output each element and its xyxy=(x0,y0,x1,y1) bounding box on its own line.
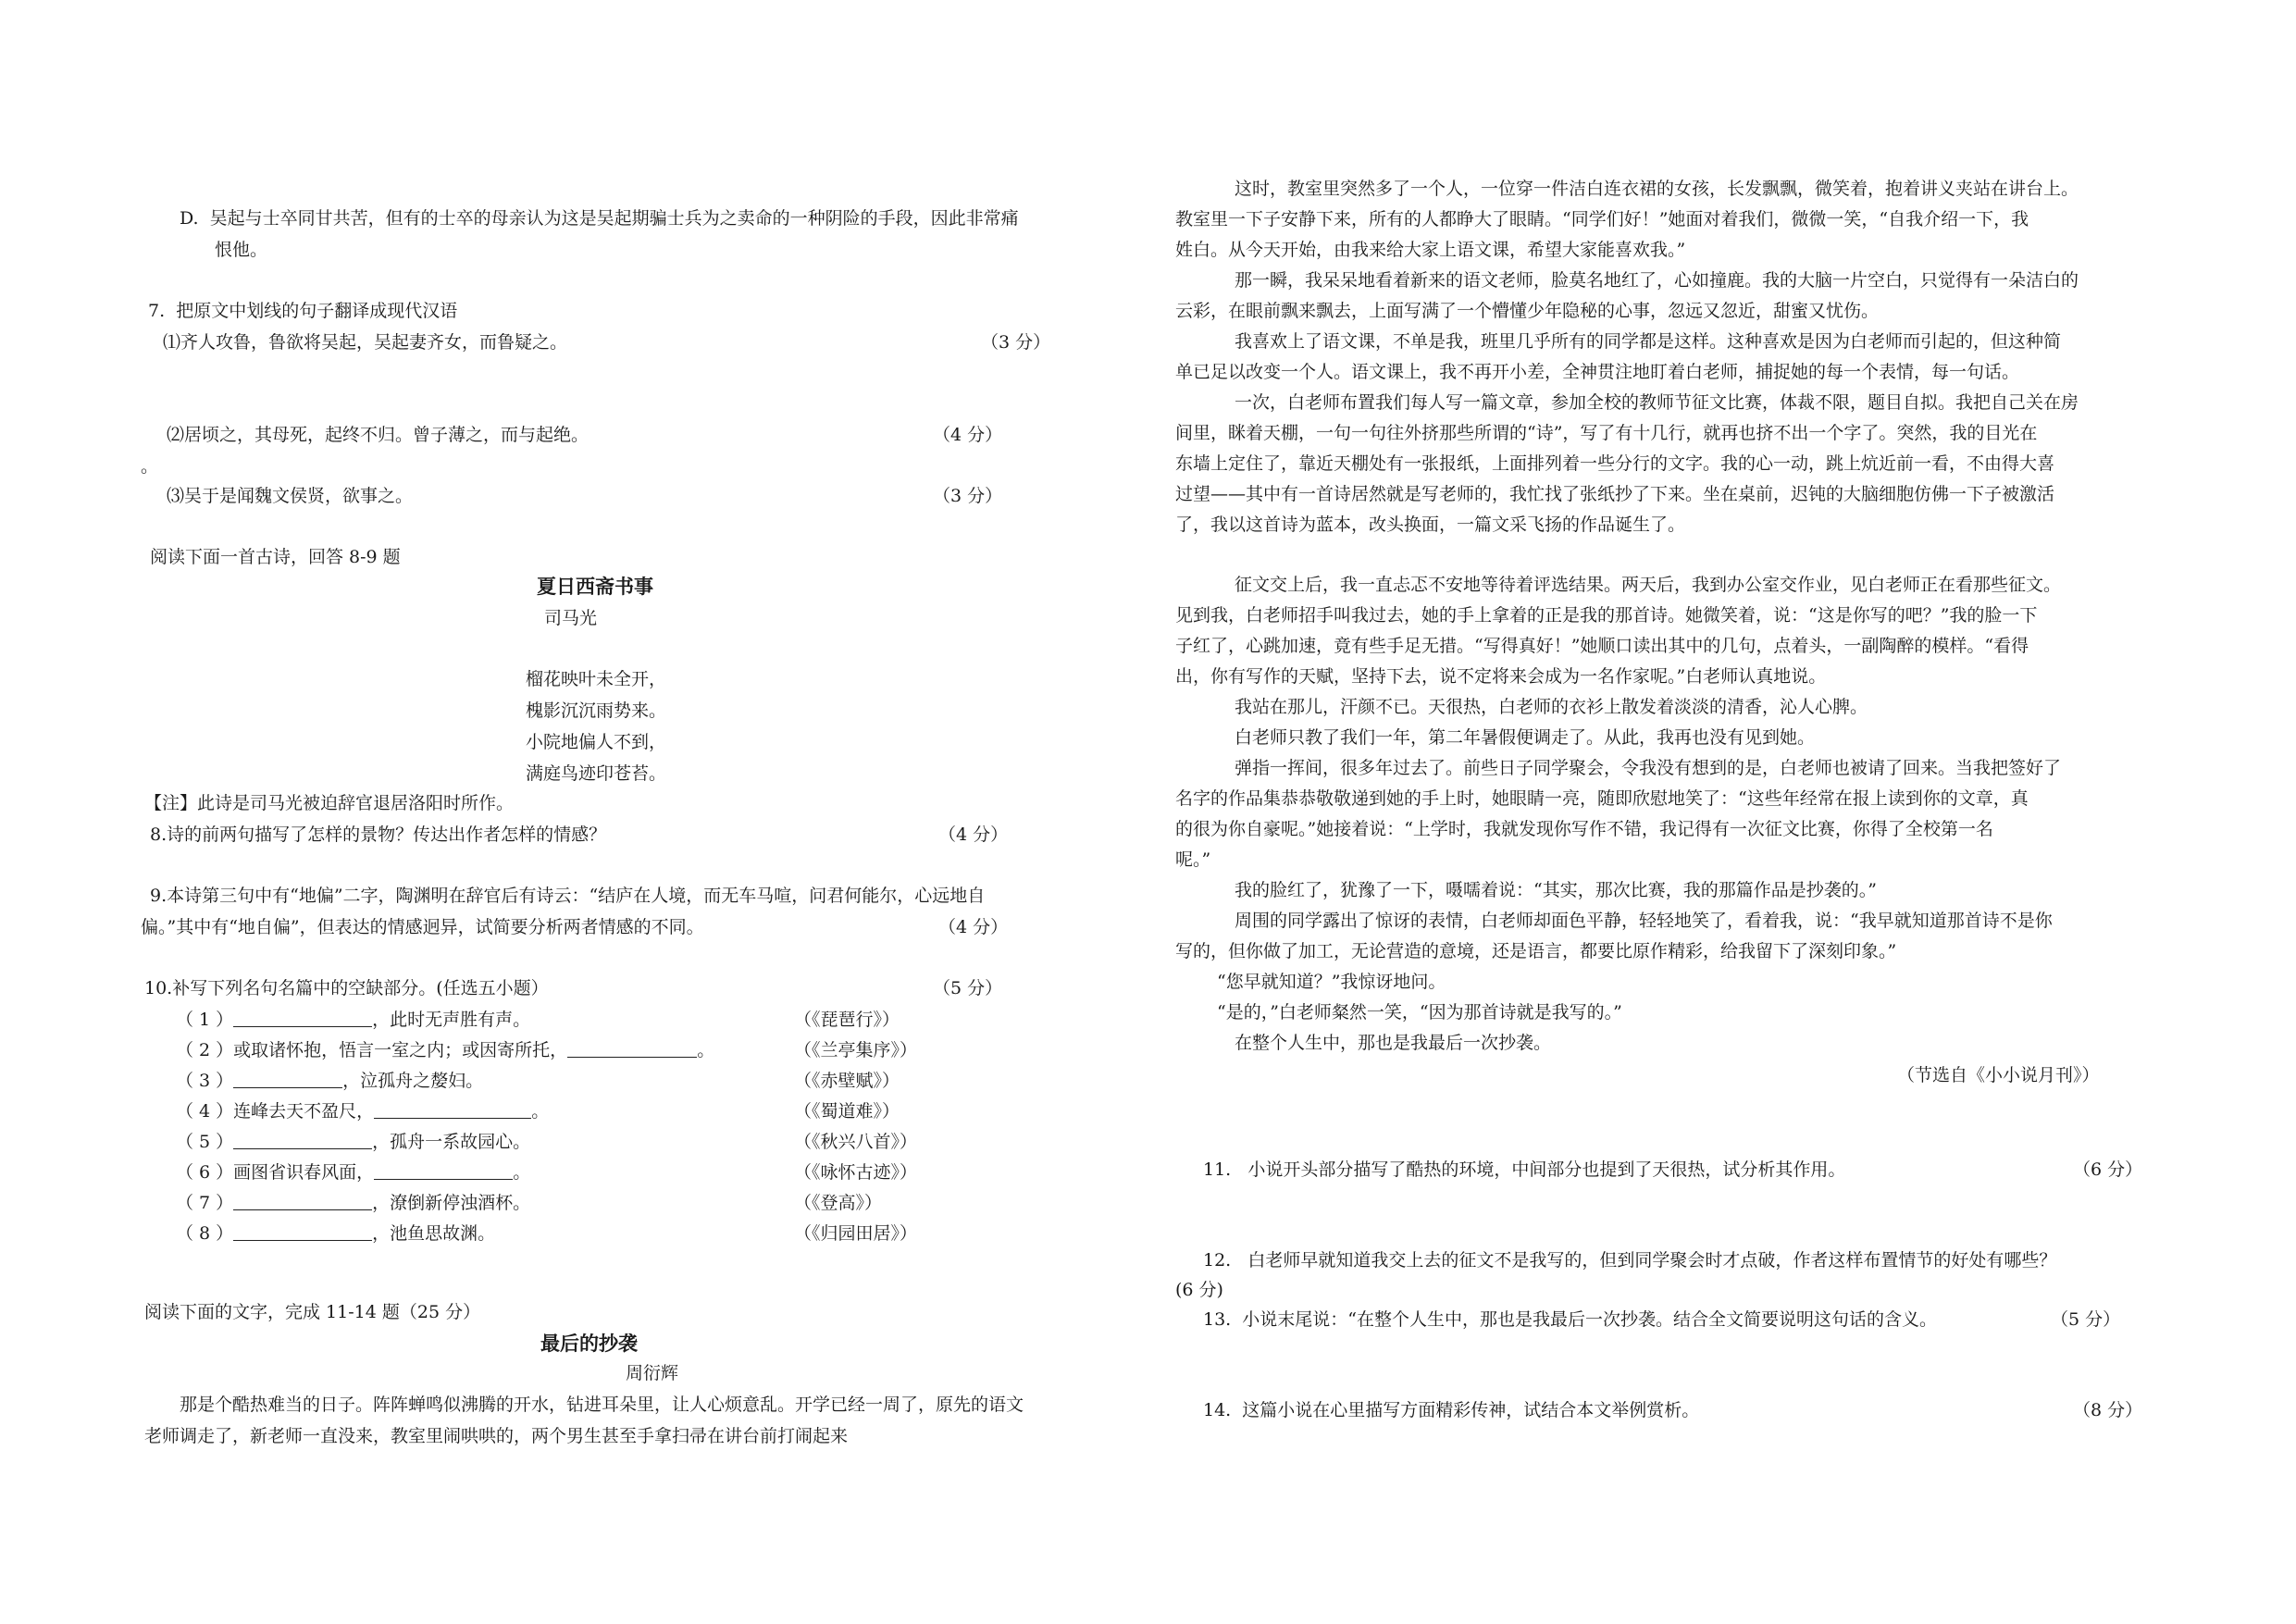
story-body-line: 周围的同学露出了惊讶的表情，白老师却面色平静，轻轻地笑了，看着我，说：“我早就知道那首诗不是你 xyxy=(1199,911,2053,931)
q10-item-number: （ 5 ） xyxy=(176,1132,234,1152)
q8-score: （4 分） xyxy=(938,824,1009,845)
q12-line1: 12. 白老师早就知道我交上去的征文不是我写的，但到同学聚会时才点破，作者这样布置情节的好处有哪些？ xyxy=(1203,1250,2057,1271)
q10-item-number: （ 1 ） xyxy=(176,1010,234,1030)
q10-item-source: （《蜀道难》） xyxy=(794,1101,900,1122)
q10-item xyxy=(176,1127,530,1158)
q10-item-text-after: ，孤舟一系故园心。 xyxy=(372,1132,531,1152)
q10-item-source: （《咏怀古迹》） xyxy=(794,1162,918,1183)
story-body-line: 我的脸红了，犹豫了一下，嗫嚅着说：“其实，那次比赛，我的那篇作品是抄袭的。” xyxy=(1199,880,1877,900)
story-body-line: 东墙上定住了，靠近天棚处有一张报纸，上面排列着一些分行的文字。我的心一动，跳上炕近前一看，不由得大喜 xyxy=(1175,453,2055,474)
story-body-line: 征文交上后，我一直忐忑不安地等待着评选结果。两天后，我到办公室交作业，见白老师正在看那些征文。 xyxy=(1199,575,2062,595)
q10-item-text-after: ，泣孤舟之嫠妇。 xyxy=(342,1071,484,1091)
q10-item-text-after: ，池鱼思故渊。 xyxy=(372,1223,496,1244)
story-body-line: 名字的作品集恭恭敬敬递到她的手上时，她眼睛一亮，随即欣慰地笑了：“这些年经常在报上读到你的文章，真 xyxy=(1175,788,2029,809)
q10-item-source: （《归园田居》） xyxy=(794,1223,918,1244)
q10-answer-blank[interactable] xyxy=(233,1067,342,1088)
q10-answer-blank[interactable] xyxy=(233,1220,372,1241)
q10-item-source: （《赤壁赋》） xyxy=(794,1071,900,1091)
story-body-line: 间里，眯着天棚，一句一句往外挤那些所谓的“诗”，写了有十几行，就再也挤不出一个字了。突然，我的目光在 xyxy=(1175,423,2038,443)
story-title: 最后的抄袭 xyxy=(540,1333,638,1355)
q8: 8.诗的前两句描写了怎样的景物？传达出作者怎样的情感？ xyxy=(150,824,607,845)
q10-answer-blank[interactable] xyxy=(374,1097,531,1119)
q7-item-2-score: （4 分） xyxy=(933,425,1003,445)
q10-item-text-before: 连峰去天不盈尺， xyxy=(233,1101,375,1122)
q10-item-text-before: 或取诸怀抱，悟言一室之内；或因寄所托， xyxy=(233,1040,568,1060)
q10-item-text-after: 。 xyxy=(531,1101,550,1122)
q12-line2: (6 分) xyxy=(1175,1280,1223,1300)
q10-item xyxy=(176,1219,495,1249)
story-line-2: 老师调走了，新老师一直没来，教室里闹哄哄的，两个男生甚至手拿扫帚在讲台前打闹起来 xyxy=(144,1426,849,1446)
story-body-line: 弹指一挥间，很多年过去了。前些日子同学聚会，令我没有想到的是，白老师也被请了回来。当我把签好了 xyxy=(1199,758,2062,778)
q7-stem: 7. 把原文中划线的句子翻译成现代汉语 xyxy=(148,301,458,321)
q10-item-number: （ 7 ） xyxy=(176,1193,234,1213)
q10-item-text-after: 。 xyxy=(513,1162,531,1183)
q10-item-text-after: ，此时无声胜有声。 xyxy=(372,1010,531,1030)
story-body-line: 了，我以这首诗为蓝本，改头换面，一篇文采飞扬的作品诞生了。 xyxy=(1175,514,1686,535)
q13: 13. 小说末尾说：“在整个人生中，那也是我最后一次抄袭。结合全文简要说明这句话的含义。 xyxy=(1203,1309,1938,1330)
q10-answer-blank[interactable] xyxy=(567,1036,697,1058)
story-body-line: 我喜欢上了语文课，不单是我，班里几乎所有的同学都是这样。这种喜欢是因为白老师而引起的，但这种简 xyxy=(1199,331,2062,352)
story-source: （节选自《小小说月刊》） xyxy=(1897,1065,2100,1085)
poem-line-1: 榴花映叶未全开， xyxy=(526,669,667,689)
q6-option-d-line1: D. 吴起与士卒同甘共苦，但有的士卒的母亲认为这是吴起期骗士兵为之卖命的一种阴险的手段，因此非常痛 xyxy=(180,208,1019,229)
q10-item-number: （ 3 ） xyxy=(176,1071,234,1091)
story-body-line: 一次，白老师布置我们每人写一篇文章，参加全校的教师节征文比赛，体裁不限，题目自拟。我把自己关在房 xyxy=(1199,392,2079,413)
story-author: 周衍辉 xyxy=(626,1363,679,1383)
story-body-line: 子红了，心跳加速，竟有些手足无措。“写得真好！”她顺口读出其中的几句，点着头，一副陶醉的模样。“看得 xyxy=(1175,636,2029,656)
story-body-line: 白老师只教了我们一年，第二年暑假便调走了。从此，我再也没有见到她。 xyxy=(1199,727,1816,748)
q10-answer-blank[interactable] xyxy=(233,1128,372,1149)
q7-item-3-score: （3 分） xyxy=(933,486,1003,506)
q10-answer-blank[interactable] xyxy=(233,1006,372,1027)
story-body-line: 在整个人生中，那也是我最后一次抄袭。 xyxy=(1199,1033,1552,1053)
q10-item-text-after: ，潦倒新停浊酒杯。 xyxy=(372,1193,531,1213)
poem-line-4: 满庭鸟迹印苍苔。 xyxy=(526,763,667,784)
q10-item-text-after: 。 xyxy=(697,1040,715,1060)
q10-item-source: （《登高》） xyxy=(794,1193,883,1213)
story-body-line: 呢。” xyxy=(1175,849,1211,870)
q10-item xyxy=(176,1066,483,1097)
q10-item xyxy=(176,1005,530,1035)
reading-intro: 阅读下面的文字，完成 11-14 题（25 分） xyxy=(144,1302,481,1322)
story-body-line: 的很为你自豪呢。”她接着说：“上学时，我就发现你写作不错，我记得有一次征文比赛，你得了全校第一名 xyxy=(1175,819,1993,839)
q7-item-1-score: （3 分） xyxy=(981,332,1051,353)
q7-item-1: ⑴齐人攻鲁，鲁欲将吴起，吴起妻齐女，而鲁疑之。 xyxy=(163,332,568,353)
poem-author: 司马光 xyxy=(544,608,598,628)
q10-item xyxy=(176,1188,530,1219)
story-body-line: 单已足以改变一个人。语文课上，我不再开小差，全神贯注地盯着白老师，捕捉她的每一个表情，每一句话。 xyxy=(1175,362,2020,382)
q10-item-source: （《兰亭集序》） xyxy=(794,1040,918,1060)
poem-line-2: 槐影沉沉雨势来。 xyxy=(526,700,667,721)
story-body-line: 云彩，在眼前飘来飘去，上面写满了一个懵懂少年隐秘的心事，忽远又忽近，甜蜜又忧伤。 xyxy=(1175,301,1880,321)
story-line-1: 那是个酷热难当的日子。阵阵蝉鸣似沸腾的开水，钻进耳朵里，让人心烦意乱。开学已经一周了，原先的语文 xyxy=(144,1395,1024,1415)
q10-item-text-before: 画图省识春风面， xyxy=(233,1162,375,1183)
q10-item-number: （ 8 ） xyxy=(176,1223,234,1244)
story-body-line: 写的，但你做了加工，无论营造的意境，还是语言，都要比原作精彩，给我留下了深刻印象。” xyxy=(1175,941,1897,961)
story-body-line: “您早就知道？”我惊讶地问。 xyxy=(1199,972,1446,992)
q10-item-source: （《秋兴八首》） xyxy=(794,1132,918,1152)
poem-title: 夏日西斋书事 xyxy=(537,576,653,598)
story-body-line: 教室里一下子安静下来，所有的人都睁大了眼睛。“同学们好！”她面对着我们，微微一笑，“自我介绍一下，我 xyxy=(1175,209,2029,229)
q9-line2: 偏。”其中有“地自偏”，但表达的情感迥异，试简要分析两者情感的不同。 xyxy=(141,917,704,937)
q10-item-source: （《琵琶行》） xyxy=(794,1010,900,1030)
q9-line1: 9.本诗第三句中有“地偏”二字，陶渊明在辞官后有诗云：“结庐在人境，而无车马喧，问君何能尔，心远地自 xyxy=(150,886,986,906)
q10-item xyxy=(176,1158,530,1188)
story-body-line: 我站在那儿，汗颜不已。天很热，白老师的衣衫上散发着淡淡的清香，沁人心脾。 xyxy=(1199,697,1868,717)
q14: 14. 这篇小说在心里描写方面精彩传神，试结合本文举例赏析。 xyxy=(1203,1400,1700,1420)
story-body-line: 那一瞬，我呆呆地看着新来的语文老师，脸莫名地红了，心如撞鹿。我的大脑一片空白，只觉得有一朵洁白的 xyxy=(1199,270,2079,291)
story-body-line: 这时，教室里突然多了一个人，一位穿一件洁白连衣裙的女孩，长发飘飘，微笑着，抱着讲义夹站在讲台上。 xyxy=(1199,179,2079,199)
q6-option-d-line2: 恨他。 xyxy=(215,240,268,260)
poem-line-3: 小院地偏人不到， xyxy=(526,732,667,752)
q10-item xyxy=(176,1097,549,1127)
q13-score: （5 分） xyxy=(2051,1309,2121,1330)
story-body-line: 过望——其中有一首诗居然就是写老师的，我忙找了张纸抄了下来。坐在桌前，迟钝的大脑细胞仿佛一下子被激活 xyxy=(1175,484,2055,504)
q10-item-number: （ 6 ） xyxy=(176,1162,234,1183)
q11: 11. 小说开头部分描写了酷热的环境，中间部分也提到了天很热，试分析其作用。 xyxy=(1203,1159,1846,1180)
q14-score: （8 分） xyxy=(2073,1400,2143,1420)
q10-answer-blank[interactable] xyxy=(233,1189,372,1210)
story-body-line: 姓白。从今天开始，由我来给大家上语文课，希望大家能喜欢我。” xyxy=(1175,240,1686,260)
poem-intro: 阅读下面一首古诗，回答 8-9 题 xyxy=(150,547,401,567)
q10-score: （5 分） xyxy=(933,978,1003,998)
q10-item-number: （ 4 ） xyxy=(176,1101,234,1122)
story-body-line: 见到我，白老师招手叫我过去，她的手上拿着的正是我的那首诗。她微笑着，说：“这是你写的吧？”我的脸一下 xyxy=(1175,605,2038,626)
q9-score: （4 分） xyxy=(938,917,1009,937)
story-body-line: 出，你有写作的天赋，坚持下去，说不定将来会成为一名作家呢。”白老师认真地说。 xyxy=(1175,666,1827,687)
q7-item-2: ⑵居顷之，其母死，起终不归。曾子薄之，而与起绝。 xyxy=(167,425,590,445)
q10-stem: 10.补写下列名句名篇中的空缺部分。(任选五小题） xyxy=(144,978,549,998)
q10-item xyxy=(176,1035,714,1066)
q11-score: （6 分） xyxy=(2073,1159,2143,1180)
story-body-line: “是的，”白老师粲然一笑，“因为那首诗就是我写的。” xyxy=(1199,1002,1622,1023)
q10-answer-blank[interactable] xyxy=(374,1159,513,1180)
poem-note: 【注】此诗是司马光被迫辞官退居洛阳时所作。 xyxy=(144,793,515,813)
stray-mark: 。 xyxy=(141,456,159,477)
q7-item-3: ⑶吴于是闻魏文侯贤，欲事之。 xyxy=(167,486,414,506)
q10-item-number: （ 2 ） xyxy=(176,1040,234,1060)
